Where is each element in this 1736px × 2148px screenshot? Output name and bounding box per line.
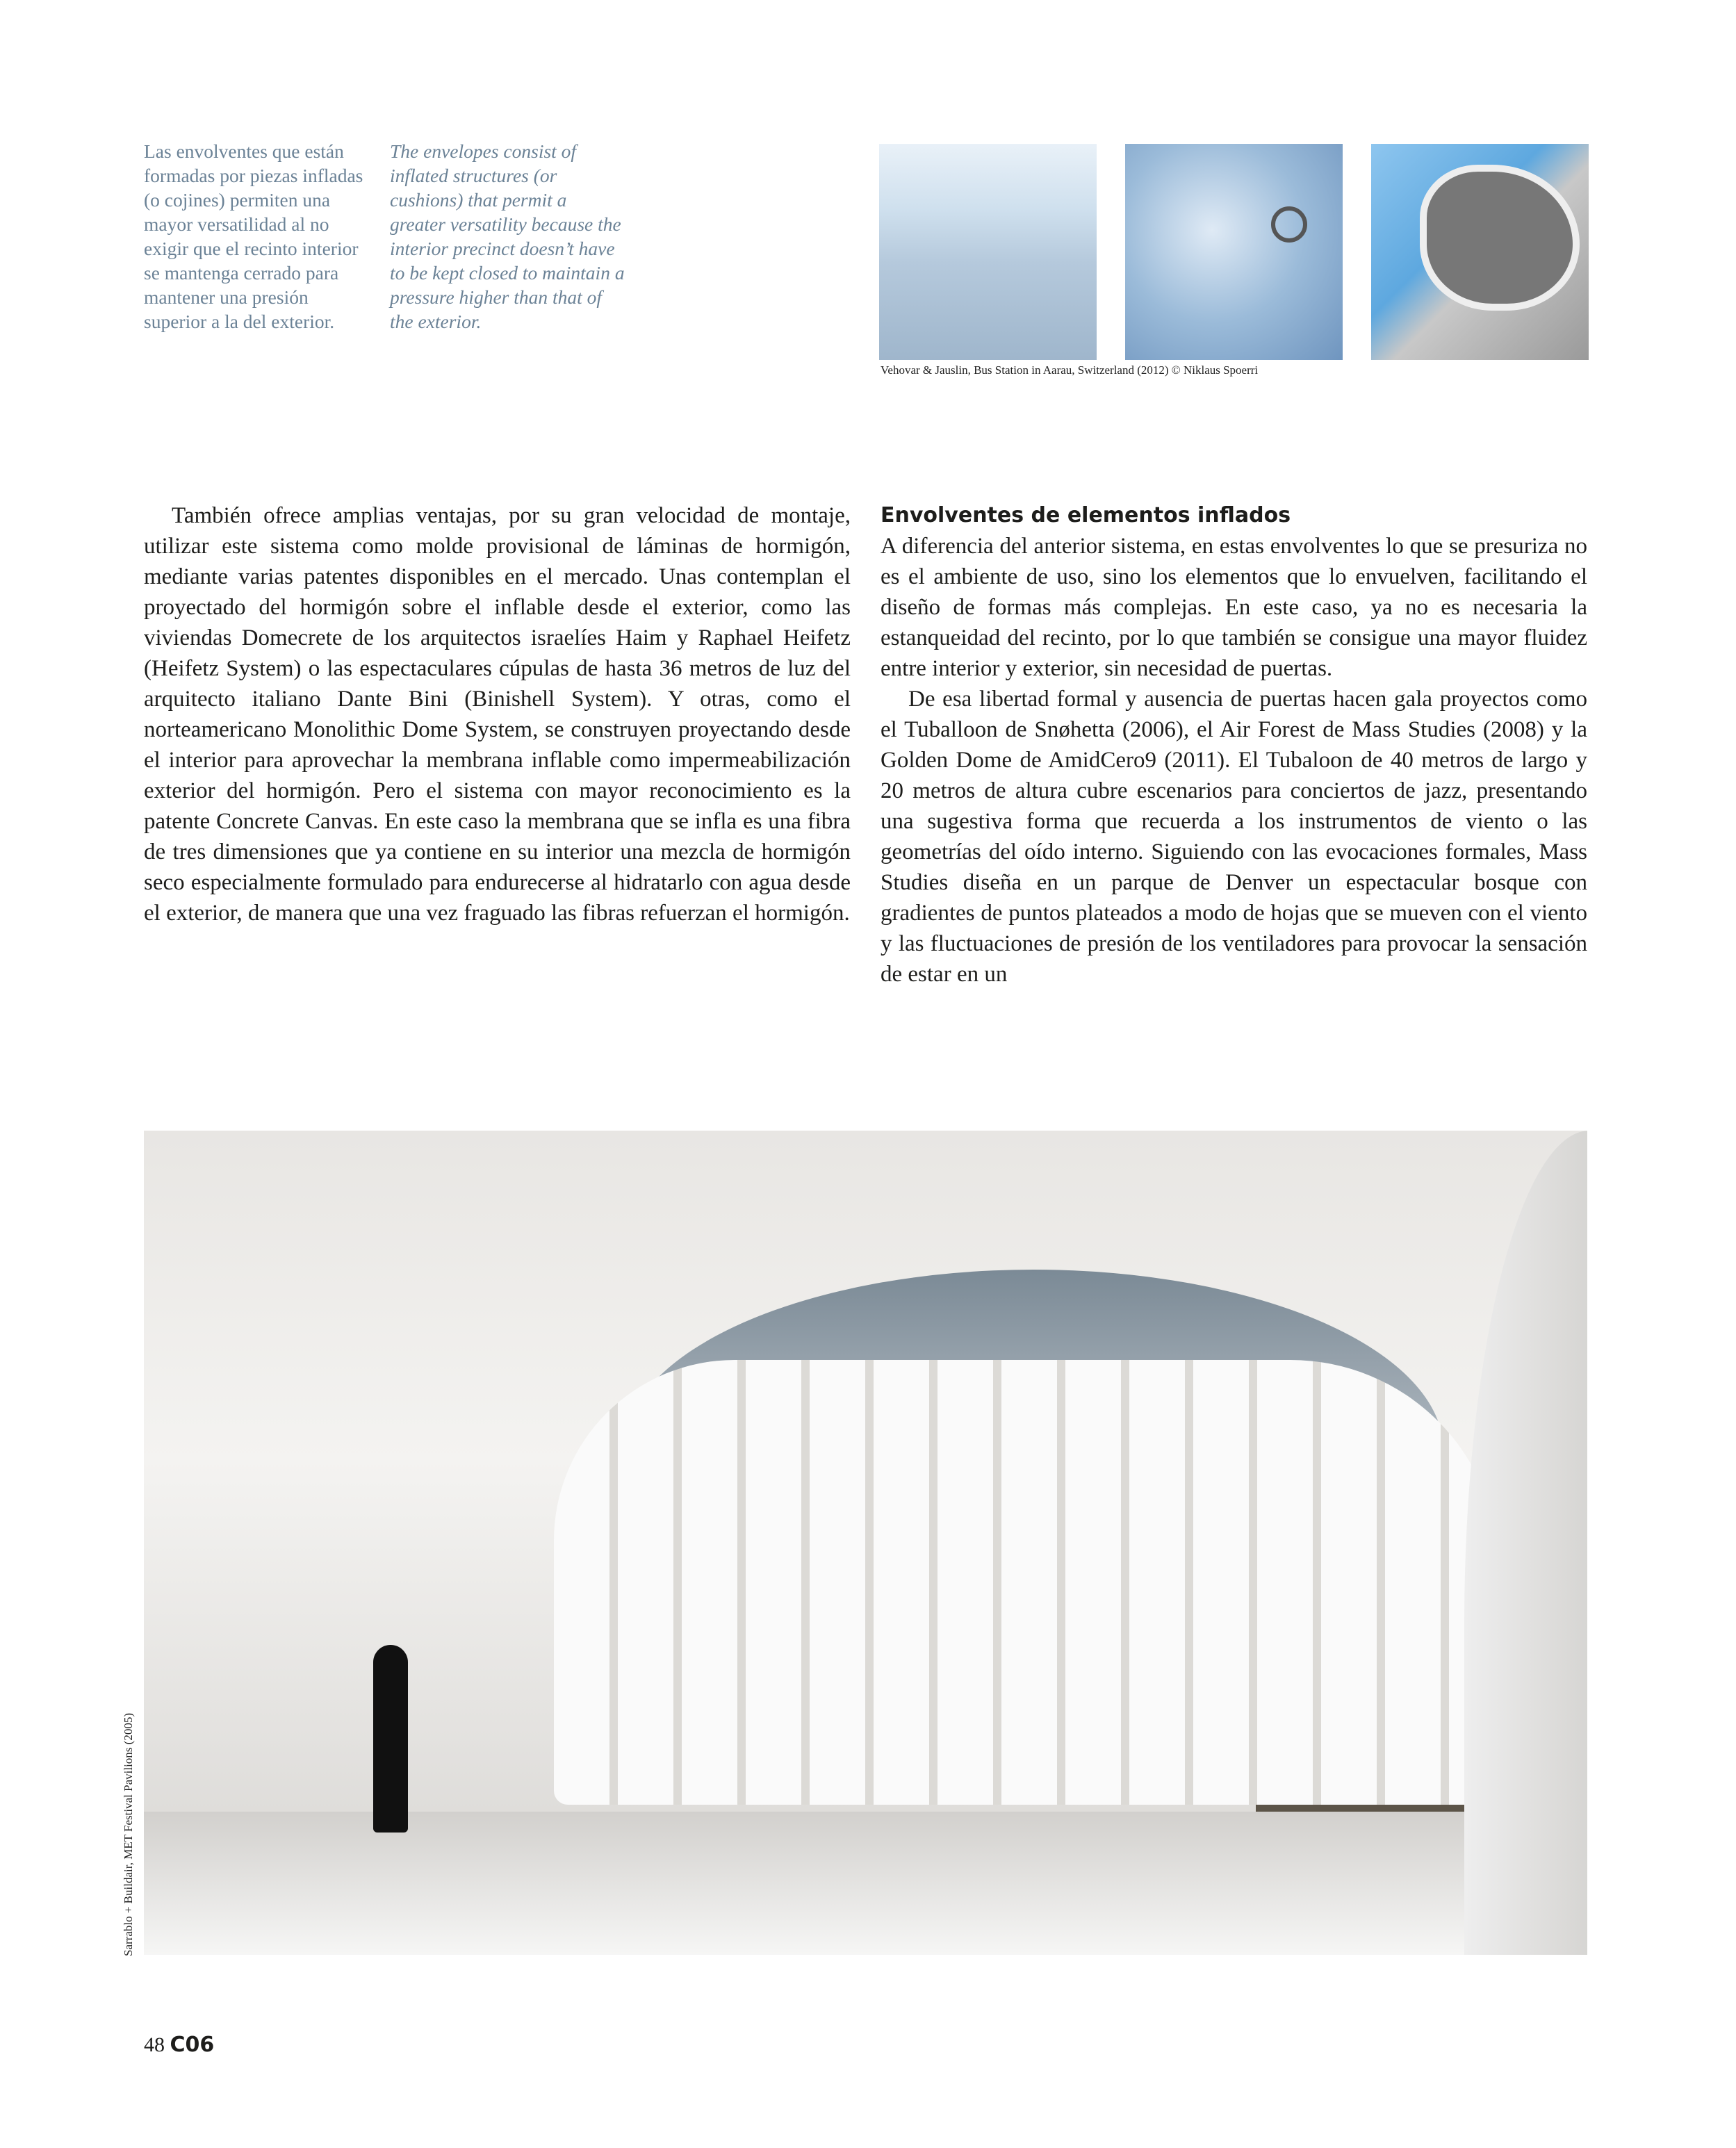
photo-bus-station-aerial bbox=[1371, 144, 1589, 360]
body-column-right bbox=[881, 500, 1587, 990]
page-folio bbox=[144, 2033, 214, 2057]
photo-inflated-tube bbox=[554, 1360, 1499, 1805]
photo-arch bbox=[1464, 1131, 1587, 1955]
section-heading: Envolventes de elementos inflados bbox=[881, 503, 1291, 527]
magazine-issue: C06 bbox=[170, 2033, 215, 2057]
main-photo-credit: Sarrablo + Buildair, MET Festival Pavilions (2005) bbox=[122, 1713, 135, 1956]
photo-met-festival-pavilions bbox=[144, 1131, 1587, 1955]
photo-person-silhouette bbox=[373, 1645, 408, 1833]
body-paragraph: De esa libertad formal y ausencia de puertas hacen gala proyectos como el Tuballoon de Snøhetta (2006), el Air Forest de Mass Studies (2008) y la Golden Dome de AmidCero9 (2011). El Tubaloon de 40 metros de largo y 20 metros de altura cubre escenarios para conciertos de jazz, presentando una sugestiva forma que recuerda a los instrumentos de viento o las geometrías del oído interno. Siguiendo con las evocaciones formales, Mass Studies diseña en un parque de Denver un espectacular bosque con gradientes de puntos plateados a modo de hojas que se mueven con el viento y las fluctuaciones de presión de los ventiladores para provocar la sensación de estar en un bbox=[881, 687, 1587, 987]
body-paragraph: A diferencia del anterior sistema, en estas envolventes lo que se presuriza no es el ambiente de uso, sino los elementos que lo envuelven, facilitando el diseño de formas más complejas. En este caso, ya no es necesaria la estanqueidad del recinto, por lo que también se consigue una mayor fluidez entre interior y exterior, sin necesidad de puertas. bbox=[881, 534, 1587, 681]
body-column-left bbox=[144, 500, 851, 928]
photo-floor bbox=[144, 1812, 1587, 1955]
photo-bus-station-cushion-detail bbox=[1125, 144, 1343, 360]
photo-caption: Vehovar & Jauslin, Bus Station in Aarau, Switzerland (2012) © Niklaus Spoerri bbox=[881, 363, 1259, 377]
body-paragraph: También ofrece amplias ventajas, por su gran velocidad de montaje, utilizar este sistema como molde provisional de láminas de hormigón, mediante varias patentes disponibles en el mercado. Unas contemplan el proyectado del hormigón sobre el inflable desde el exterior, como las viviendas Domecrete de los arquitectos israelíes Haim y Raphael Heifetz (Heifetz System) o las espectaculares cúpulas de hasta 36 metros de luz del arquitecto italiano Dante Bini (Binishell System). Y otras, como el norteamericano Monolithic Dome System, se construyen proyectando desde el interior para aprovechar la membrana inflable como impermeabilización exterior del hormigón. Pero el sistema con mayor reconocimiento es la patente Concrete Canvas. En este caso la membrana que se infla es una fibra de tres dimensiones que ya contiene en su interior una mezcla de hormigón seco especialmente formulado para endurecerse al hidratarlo con agua desde el exterior, de manera que una vez fraguado las fibras refuerzan el hormigón. bbox=[144, 503, 851, 926]
sidebar-quote-english: The envelopes consist of inflated structures (or cushions) that permit a greater versatility because the interior precinct doesn’t have to be kept closed to maintain a pressure higher than that of the exterior. bbox=[390, 140, 625, 332]
page-number: 48 bbox=[144, 2033, 165, 2056]
sidebar-quote-spanish: Las envolventes que están formadas por piezas infladas (o cojines) permiten una mayor versatilidad al no exigir que el recinto interior se mantenga cerrado para mantener una presión superior a la del exterior. bbox=[144, 140, 363, 332]
photo-bus-station-interior bbox=[879, 144, 1097, 360]
